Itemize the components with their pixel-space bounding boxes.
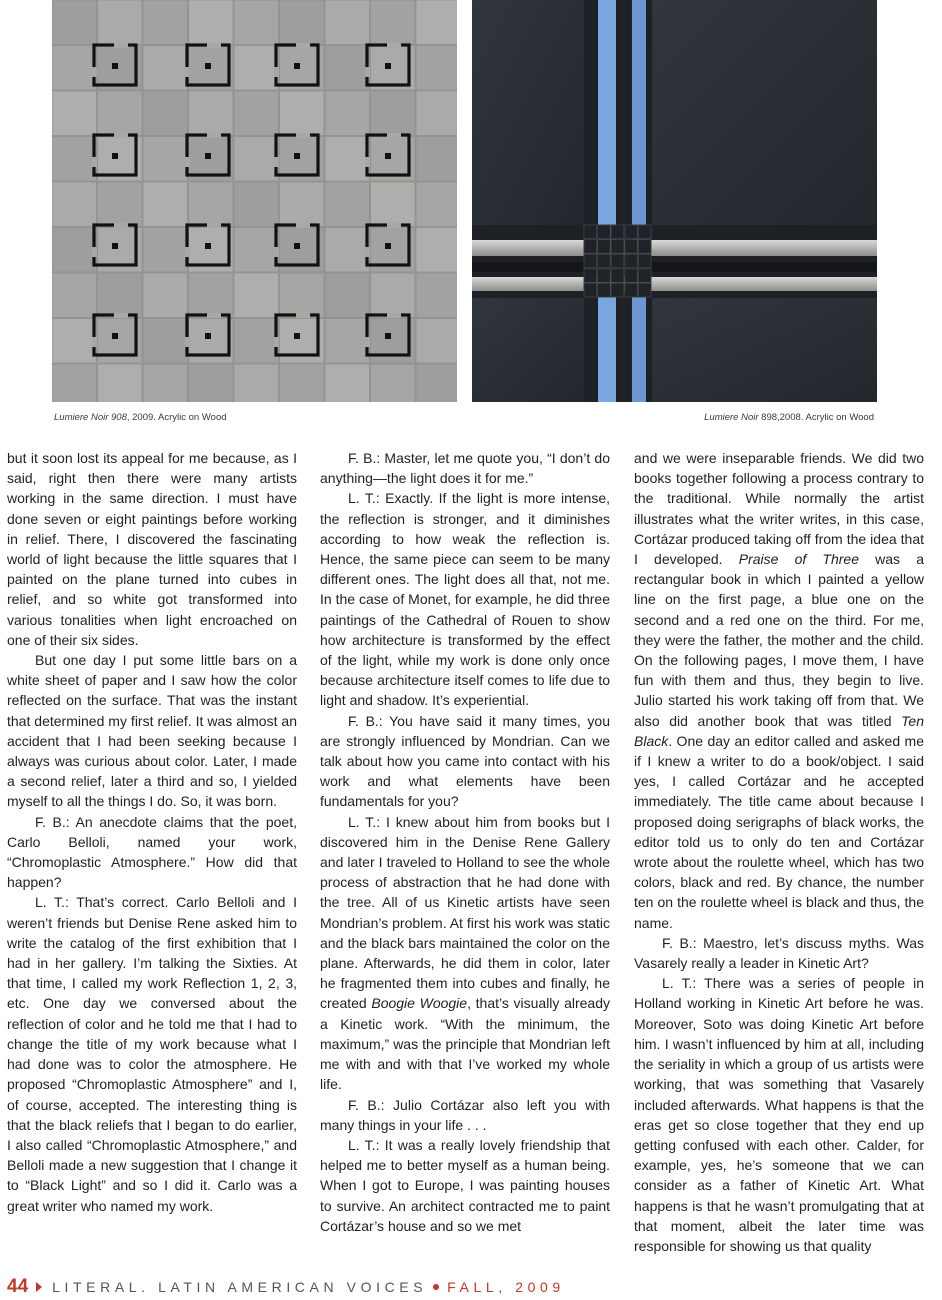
text-column-3 — [634, 448, 924, 1256]
text-run: L. T.: I knew about him from books but I discovered him in the Denise Rene Gallery and later I traveled to Holland to see the whole process of abstraction that he had done with the tree. All of us Kinetic artists have seen Mondrian’s problem. At first his work was static and the black bars maintained the color on the plane. Afterwards, he did them in color, later he fragmented them into cubes and finally, he created — [320, 813, 610, 1012]
caption-left — [54, 412, 227, 423]
issue-date: FALL, 2009 — [447, 1279, 565, 1295]
paragraph: L. T.: It was a really lovely friendship that helped me to better myself as a human being. When I got to Europe, I was painting houses to survive. An architect contracted me to paint Cortázar’s house and so we met — [320, 1136, 610, 1234]
paragraph: But one day I put some little bars on a white sheet of paper and I saw how the color reflected on the surface. That was the instant that determined my first relief. It was almost an accident that I had been seeking because I always was curious about color. Later, I made a second relief, later a third and so, I yielded myself to all the things I do. So, it was born. — [7, 652, 297, 810]
paragraph: L. T.: That’s correct. Carlo Belloli and I weren’t friends but Denise Rene asked him to write the catalog of the first exhibition that I had in her gallery. I’m talking the Sixties. At that time, I called my work Reflection 1, 2, 3, etc. One day we conversed about the reflection of color and he told me that I had to change the title of my work because what I had done was to color the atmosphere. He proposed “Chromoplastic Atmosphere” and I, of course, accepted. The interesting thing is that the black reliefs that I began to do earlier, I also called “Chromoplastic Atmosphere,” and Belloli made a new suggestion that I change it to “Black Light” and so I did it. Carlo was a great writer who named my work. — [7, 894, 297, 1214]
paragraph: F. B.: Julio Cortázar also left you with many things in your life . . . — [320, 1096, 610, 1133]
book-title: Ten Black — [634, 712, 924, 749]
text-run: . One day an editor called and asked me if I knew a writer to do a book/object. I said yes, I called Cortázar and he accepted immediately. The title came about because I proposed doing serigraphs of black works, the editor told us to only do ten and Cortázar wrote about the roulette wheel, which has two colors, black and red. By chance, the number ten on the roulette wheel is black and thus, the name. — [634, 732, 924, 931]
text-run: was a rectangular book in which I painted a yellow line on the first page, a blue one on the second and a red one on the third. For me, they were the father, the mother and the child. On the following pages, I move them, I have fun with them and thus, they begin to live. Julio started his work taking off from that. We also did another book that was titled — [634, 551, 924, 729]
paragraph: L. T.: There was a series of people in Holland working in Kinetic Art before he was. Moreover, Soto was doing Kinetic Art before him. I wasn’t influenced by him at all, including the seriality in which a group of us artists were working, that was something that Vasarely included afterwards. What happens is that the eras get so close together that they end up getting confused with each other. Calder, for example, yes, he’s someone that we can consider as a father of Kinetic Art. What happens is that he wasn’t promulgating that at that moment, albeit the later time was responsible for showing us that quality — [634, 975, 924, 1254]
paragraph — [320, 812, 610, 1095]
work-title: Boogie Woogie — [371, 995, 468, 1012]
caption-left-details: , 2009. Acrylic on Wood — [126, 412, 227, 423]
paragraph: F. B.: Maestro, let’s discuss myths. Was Vasarely really a leader in Kinetic Art? — [634, 934, 924, 972]
text-column-2 — [320, 448, 610, 1236]
paragraph: but it soon lost its appeal for me because, as I said, right then there were many artists working in the same direction. I must have done seven or eight paintings before working in relief. There, I discovered the fascinating world of light because the little squares that I painted on the plane turned into cubes in relief, and so white got transformed into various tonalities when light encroached on one of their six sides. — [7, 450, 297, 648]
caption-right — [704, 412, 874, 423]
magazine-name: LITERAL. LATIN AMERICAN VOICES — [52, 1279, 428, 1295]
caption-right-details: 898,2008. Acrylic on Wood — [758, 412, 874, 423]
caption-right-title: Lumiere Noir — [704, 412, 759, 423]
artwork-lumiere-noir-908 — [52, 0, 457, 402]
page-number: 44 — [7, 1276, 29, 1297]
text-run: and we were inseparable friends. We did two books together following a process contrary to the traditional. While normally the artist illustrates what the writer writes, in this case, Cortázar produced taking off from the idea that I developed. — [634, 450, 924, 568]
text-run: , that’s visually already a Kinetic work. “With the minimum, the maximum,” was the principle that Mondrian left me with and with that I’ve worked my whole life. — [320, 995, 610, 1093]
book-title: Praise of Three — [738, 551, 859, 568]
artwork-right-drawing — [472, 0, 877, 402]
text-column-1 — [7, 448, 297, 1216]
page-footer — [7, 1276, 565, 1298]
paragraph: F. B.: You have said it many times, you are strongly influenced by Mondrian. Can we talk about how you came into contact with his work and what elements have been fundamentals for you? — [320, 712, 610, 810]
paragraph: L. T.: Exactly. If the light is more intense, the reflection is stronger, and it diminishes according to how weak the reflection is. Hence, the same piece can seem to be many different ones. The light does all that, not me. In the case of Monet, for example, he did three paintings of the Cathedral of Rouen to show how architecture is transformed by the effect of the light, while my work is done only once because architecture itself comes to life due to light and shadow. It’s experiential. — [320, 490, 610, 709]
artwork-lumiere-noir-898 — [472, 0, 877, 402]
paragraph: F. B.: Master, let me quote you, “I don’t do anything—the light does it for me.” — [320, 450, 610, 487]
paragraph: F. B.: An anecdote claims that the poet, Carlo Belloli, named your work, “Chromoplastic Atmosphere.” How did that happen? — [7, 813, 297, 891]
caption-left-title: Lumiere Noir 908 — [54, 412, 127, 423]
triangle-arrow-icon — [36, 1282, 42, 1292]
bullet-dot-icon — [433, 1284, 439, 1290]
artwork-left-drawing — [52, 0, 457, 402]
paragraph — [634, 448, 924, 933]
